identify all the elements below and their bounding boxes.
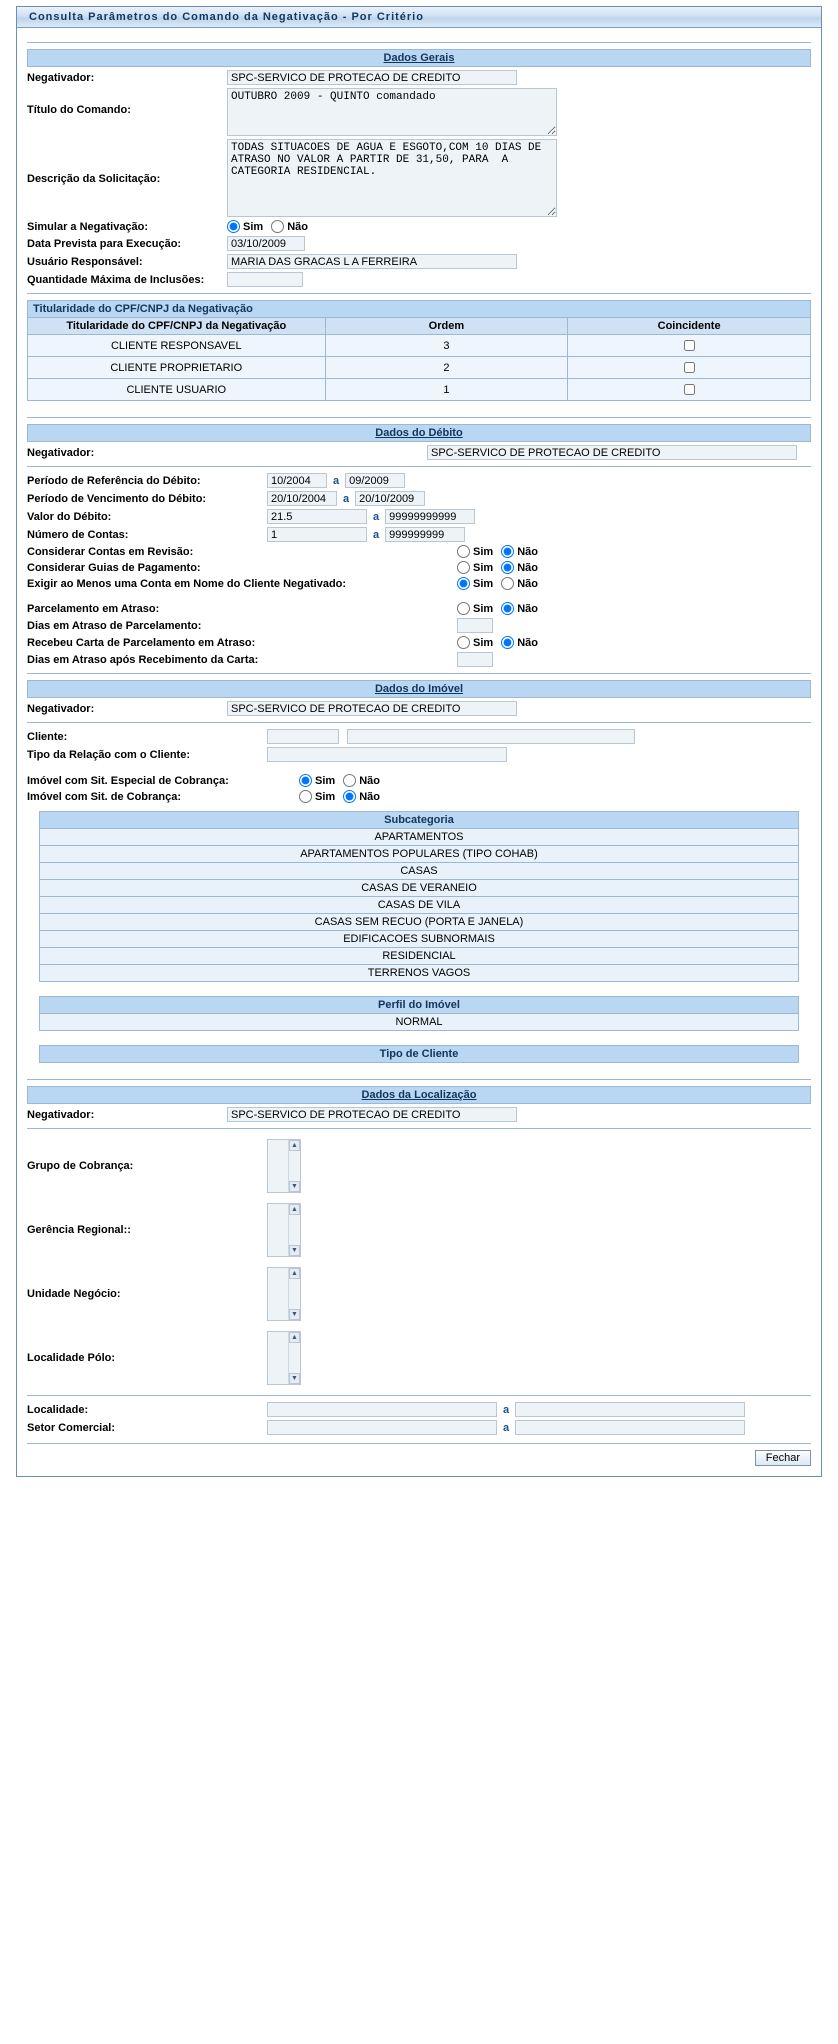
- scroll-up-icon[interactable]: ▲: [289, 1140, 300, 1151]
- label-contas-revisao-nao: Não: [517, 545, 538, 558]
- divider-localizacao-1: [27, 1128, 811, 1129]
- row-negativador-debito: [27, 445, 811, 460]
- list-item[interactable]: CASAS DE VERANEIO: [39, 880, 799, 897]
- input-periodo-vencimento-de[interactable]: [267, 491, 337, 506]
- label-exigir-nao: Não: [517, 577, 538, 590]
- input-negativador-localizacao[interactable]: [227, 1107, 517, 1122]
- label-quantidade-maxima: Quantidade Máxima de Inclusões:: [27, 273, 205, 286]
- list-subcategoria-title: Subcategoria: [39, 811, 799, 829]
- divider-before-imovel: [27, 673, 811, 674]
- cell-titularidade: CLIENTE PROPRIETARIO: [28, 357, 326, 379]
- radio-simular-sim[interactable]: [227, 220, 240, 233]
- input-tipo-relacao[interactable]: [267, 747, 507, 762]
- label-a-numero-contas: a: [373, 528, 380, 541]
- list-item[interactable]: NORMAL: [39, 1014, 799, 1031]
- label-negativador-imovel: Negativador:: [27, 702, 95, 715]
- radio-carta-sim-wrap[interactable]: [457, 636, 493, 649]
- label-dias-apos-carta: Dias em Atraso após Recebimento da Carta:: [27, 653, 259, 666]
- row-descricao-solicitacao: [27, 139, 811, 217]
- radio-exigir-sim-wrap[interactable]: [457, 577, 493, 590]
- input-dias-apos-carta[interactable]: [457, 652, 493, 667]
- section-dados-debito-title: Dados do Débito: [375, 427, 463, 439]
- label-carta-sim: Sim: [473, 636, 494, 649]
- input-periodo-referencia-ate[interactable]: [345, 473, 405, 488]
- divider-localizacao-2: [27, 1395, 811, 1396]
- label-descricao-solicitacao: Descrição da Solicitação:: [27, 173, 161, 185]
- listbox-localidade-polo[interactable]: [267, 1331, 301, 1385]
- label-usuario-responsavel: Usuário Responsável:: [27, 255, 143, 268]
- list-item[interactable]: APARTAMENTOS: [39, 829, 799, 846]
- label-periodo-referencia: Período de Referência do Débito:: [27, 474, 201, 487]
- row-numero-contas: [27, 527, 811, 542]
- input-numero-contas-ate[interactable]: [385, 527, 465, 542]
- label-parcelamento-sim: Sim: [473, 602, 494, 615]
- label-guias-nao: Não: [517, 561, 538, 574]
- section-dados-imovel-title: Dados do Imóvel: [374, 683, 464, 695]
- input-negativador-imovel[interactable]: [227, 701, 517, 716]
- label-setor-comercial: Setor Comercial:: [27, 1421, 116, 1434]
- radio-carta-nao-wrap[interactable]: [501, 636, 538, 649]
- row-carta-parcelamento: [27, 636, 811, 649]
- radio-guias-nao-wrap[interactable]: [501, 561, 538, 574]
- divider-debito-1: [27, 466, 811, 467]
- row-cliente: [27, 729, 811, 744]
- label-sit-cobranca: Imóvel com Sit. de Cobrança:: [27, 790, 182, 803]
- row-data-prevista: [27, 236, 811, 251]
- label-localidade: Localidade:: [27, 1403, 89, 1416]
- gap-1: [27, 401, 811, 411]
- input-periodo-referencia-de[interactable]: [267, 473, 327, 488]
- row-localidade-polo: [27, 1331, 811, 1385]
- label-sit-especial-nao: Não: [359, 774, 380, 787]
- radio-sit-cobranca-sim-wrap[interactable]: [299, 790, 335, 803]
- section-dados-imovel-header: [27, 680, 811, 698]
- section-dados-localizacao-title: Dados da Localização: [361, 1089, 477, 1101]
- cell-ordem: 2: [325, 357, 568, 379]
- label-localidade-polo: Localidade Pólo:: [27, 1352, 116, 1364]
- radio-contas-revisao-nao[interactable]: [501, 545, 514, 558]
- window-title: Consulta Parâmetros do Comando da Negativação - Por Critério: [17, 7, 821, 28]
- gap-3: [27, 765, 811, 771]
- row-quantidade-maxima: [27, 272, 811, 287]
- list-item[interactable]: TERRENOS VAGOS: [39, 965, 799, 982]
- input-quantidade-maxima[interactable]: [227, 272, 303, 287]
- label-grupo-cobranca: Grupo de Cobrança:: [27, 1160, 134, 1172]
- section-dados-gerais-header: [27, 49, 811, 67]
- label-exigir-conta: Exigir ao Menos uma Conta em Nome do Cliente Negativado:: [27, 577, 347, 590]
- row-dias-apos-carta: [27, 652, 811, 667]
- radio-sit-cobranca-nao-wrap[interactable]: [343, 790, 380, 803]
- radio-guias-sim-wrap[interactable]: [457, 561, 493, 574]
- label-negativador-debito: Negativador:: [27, 446, 95, 459]
- cell-titularidade: CLIENTE RESPONSAVEL: [28, 335, 326, 357]
- radio-sit-especial-sim-wrap[interactable]: [299, 774, 335, 787]
- label-numero-contas: Número de Contas:: [27, 528, 129, 541]
- radio-guias-nao[interactable]: [501, 561, 514, 574]
- label-a-setor-comercial: a: [503, 1421, 510, 1434]
- checkbox-coincidente[interactable]: [684, 340, 695, 351]
- row-negativador-imovel: [27, 701, 811, 716]
- radio-guias-sim[interactable]: [457, 561, 470, 574]
- row-exigir-conta: [27, 577, 811, 590]
- radio-sit-especial-sim[interactable]: [299, 774, 312, 787]
- label-gerencia-regional: Gerência Regional::: [27, 1224, 131, 1236]
- section-dados-gerais-title: Dados Gerais: [383, 52, 455, 64]
- label-parcelamento-nao: Não: [517, 602, 538, 615]
- label-simular-sim: Sim: [243, 220, 264, 233]
- list-item[interactable]: RESIDENCIAL: [39, 948, 799, 965]
- input-localidade-ate[interactable]: [515, 1402, 745, 1417]
- label-sit-cobranca-sim: Sim: [315, 790, 336, 803]
- radio-contas-revisao-nao-wrap[interactable]: [501, 545, 538, 558]
- checkbox-coincidente[interactable]: [684, 384, 695, 395]
- divider-after-gerais: [27, 293, 811, 294]
- list-subcategoria: [39, 811, 799, 982]
- page-container: [8, 0, 830, 1485]
- scroll-down-icon[interactable]: ▼: [289, 1309, 300, 1320]
- row-periodo-vencimento: [27, 491, 811, 506]
- radio-simular-nao-wrap[interactable]: [271, 220, 308, 233]
- row-setor-comercial: [27, 1420, 811, 1435]
- label-a-periodo-vencimento: a: [343, 492, 350, 505]
- cell-coincidente: [568, 335, 811, 357]
- divider-imovel-1: [27, 722, 811, 723]
- label-tipo-relacao: Tipo da Relação com o Cliente:: [27, 748, 190, 761]
- listbox-grupo-cobranca[interactable]: [267, 1139, 301, 1193]
- label-titulo-comando: Título do Comando:: [27, 104, 131, 116]
- scroll-down-icon[interactable]: ▼: [289, 1373, 300, 1384]
- label-simular-nao: Não: [287, 220, 308, 233]
- radio-sit-cobranca-sim[interactable]: [299, 790, 312, 803]
- cell-coincidente: [568, 379, 811, 401]
- label-valor-debito: Valor do Débito:: [27, 510, 112, 523]
- list-tipo-cliente-title: Tipo de Cliente: [39, 1045, 799, 1063]
- section-dados-localizacao-header: [27, 1086, 811, 1104]
- input-localidade-de[interactable]: [267, 1402, 497, 1417]
- label-a-localidade: a: [503, 1403, 510, 1416]
- row-negativador-geral: [27, 70, 811, 85]
- scroll-up-icon[interactable]: ▲: [289, 1268, 300, 1279]
- input-numero-contas-de[interactable]: [267, 527, 367, 542]
- section-dados-debito-header: [27, 424, 811, 442]
- row-usuario-responsavel: [27, 254, 811, 269]
- label-carta-parcelamento: Recebeu Carta de Parcelamento em Atraso:: [27, 636, 256, 649]
- label-periodo-vencimento: Período de Vencimento do Débito:: [27, 492, 207, 505]
- row-titulo-comando: [27, 88, 811, 136]
- row-sit-cobranca: [27, 790, 811, 803]
- row-contas-revisao: [27, 545, 811, 558]
- footer-bar: [27, 1443, 811, 1466]
- cell-coincidente: [568, 357, 811, 379]
- gap-4: [27, 1063, 811, 1073]
- list-item[interactable]: APARTAMENTOS POPULARES (TIPO COHAB): [39, 846, 799, 863]
- textarea-titulo-comando[interactable]: [227, 88, 557, 136]
- radio-exigir-sim[interactable]: [457, 577, 470, 590]
- input-data-prevista[interactable]: [227, 236, 305, 251]
- list-tipo-cliente: [39, 1045, 799, 1063]
- panel-title-titularidade: Titularidade do CPF/CNPJ da Negativação: [27, 300, 811, 317]
- label-contas-revisao-sim: Sim: [473, 545, 494, 558]
- row-unidade-negocio: [27, 1267, 811, 1321]
- label-sit-especial: Imóvel com Sit. Especial de Cobrança:: [27, 774, 229, 787]
- table-row: [28, 357, 811, 379]
- label-guias-sim: Sim: [473, 561, 494, 574]
- close-button[interactable]: Fechar: [755, 1450, 811, 1466]
- radio-carta-nao[interactable]: [501, 636, 514, 649]
- input-usuario-responsavel[interactable]: [227, 254, 517, 269]
- row-dias-atraso-parcelamento: [27, 618, 811, 633]
- label-data-prevista: Data Prevista para Execução:: [27, 237, 182, 250]
- row-simular-negativacao: [27, 220, 811, 233]
- radio-exigir-nao[interactable]: [501, 577, 514, 590]
- label-guias-pagamento: Considerar Guias de Pagamento:: [27, 561, 201, 574]
- form-body: [17, 28, 821, 1476]
- input-setor-comercial-de[interactable]: [267, 1420, 497, 1435]
- radio-parcelamento-nao-wrap[interactable]: [501, 602, 538, 615]
- scroll-up-icon[interactable]: ▲: [289, 1332, 300, 1343]
- radio-parcelamento-sim-wrap[interactable]: [457, 602, 493, 615]
- radio-parcelamento-sim[interactable]: [457, 602, 470, 615]
- label-contas-revisao: Considerar Contas em Revisão:: [27, 545, 194, 558]
- listbox-gerencia-regional[interactable]: [267, 1203, 301, 1257]
- radio-exigir-nao-wrap[interactable]: [501, 577, 538, 590]
- scroll-down-icon[interactable]: ▼: [289, 1181, 300, 1192]
- col-titularidade: Titularidade do CPF/CNPJ da Negativação: [28, 318, 326, 335]
- radio-simular-nao[interactable]: [271, 220, 284, 233]
- radio-sit-especial-nao[interactable]: [343, 774, 356, 787]
- radio-sit-cobranca-nao[interactable]: [343, 790, 356, 803]
- input-negativador-debito[interactable]: [427, 445, 797, 460]
- row-negativador-localizacao: [27, 1107, 811, 1122]
- listbox-unidade-negocio[interactable]: [267, 1267, 301, 1321]
- radio-simular-sim-wrap[interactable]: [227, 220, 263, 233]
- list-item[interactable]: EDIFICACOES SUBNORMAIS: [39, 931, 799, 948]
- label-dias-atraso-parcelamento: Dias em Atraso de Parcelamento:: [27, 619, 202, 632]
- row-tipo-relacao: [27, 747, 811, 762]
- list-item[interactable]: CASAS SEM RECUO (PORTA E JANELA): [39, 914, 799, 931]
- input-cliente-codigo[interactable]: [267, 729, 339, 744]
- input-setor-comercial-ate[interactable]: [515, 1420, 745, 1435]
- divider-before-localizacao: [27, 1079, 811, 1080]
- row-localidade: [27, 1402, 811, 1417]
- col-coincidente: Coincidente: [568, 318, 811, 335]
- table-row: [28, 335, 811, 357]
- row-parcelamento-atraso: [27, 602, 811, 615]
- scroll-up-icon[interactable]: ▲: [289, 1204, 300, 1215]
- list-item[interactable]: CASAS: [39, 863, 799, 880]
- row-guias-pagamento: [27, 561, 811, 574]
- divider-top: [27, 42, 811, 43]
- divider-before-debito: [27, 417, 811, 418]
- radio-sit-especial-nao-wrap[interactable]: [343, 774, 380, 787]
- input-cliente-nome[interactable]: [347, 729, 635, 744]
- input-periodo-vencimento-ate[interactable]: [355, 491, 425, 506]
- label-negativador-geral: Negativador:: [27, 71, 95, 84]
- checkbox-coincidente[interactable]: [684, 362, 695, 373]
- label-a-valor-debito: a: [373, 510, 380, 523]
- col-ordem: Ordem: [325, 318, 568, 335]
- label-unidade-negocio: Unidade Negócio:: [27, 1288, 121, 1300]
- row-periodo-referencia: [27, 473, 811, 488]
- textarea-descricao-solicitacao[interactable]: [227, 139, 557, 217]
- table-row: [28, 379, 811, 401]
- row-grupo-cobranca: [27, 1139, 811, 1193]
- scroll-down-icon[interactable]: ▼: [289, 1245, 300, 1256]
- label-negativador-localizacao: Negativador:: [27, 1108, 95, 1121]
- row-gerencia-regional: [27, 1203, 811, 1257]
- label-exigir-sim: Sim: [473, 577, 494, 590]
- label-parcelamento-atraso: Parcelamento em Atraso:: [27, 602, 160, 615]
- gap-2: [27, 593, 811, 599]
- cell-ordem: 1: [325, 379, 568, 401]
- row-sit-especial: [27, 774, 811, 787]
- input-negativador-geral[interactable]: [227, 70, 517, 85]
- radio-contas-revisao-sim[interactable]: [457, 545, 470, 558]
- label-sit-especial-sim: Sim: [315, 774, 336, 787]
- list-perfil-imovel: [39, 996, 799, 1031]
- list-perfil-title: Perfil do Imóvel: [39, 996, 799, 1014]
- label-a-periodo-referencia: a: [333, 474, 340, 487]
- cell-ordem: 3: [325, 335, 568, 357]
- radio-parcelamento-nao[interactable]: [501, 602, 514, 615]
- radio-contas-revisao-sim-wrap[interactable]: [457, 545, 493, 558]
- cell-titularidade: CLIENTE USUARIO: [28, 379, 326, 401]
- window-frame: [16, 6, 822, 1477]
- row-valor-debito: [27, 509, 811, 524]
- label-carta-nao: Não: [517, 636, 538, 649]
- table-header-row: [28, 318, 811, 335]
- label-sit-cobranca-nao: Não: [359, 790, 380, 803]
- radio-carta-sim[interactable]: [457, 636, 470, 649]
- label-simular-negativacao: Simular a Negativação:: [27, 220, 149, 233]
- input-valor-debito-ate[interactable]: [385, 509, 475, 524]
- list-item[interactable]: CASAS DE VILA: [39, 897, 799, 914]
- label-cliente: Cliente:: [27, 730, 68, 743]
- table-titularidade: [27, 317, 811, 401]
- input-dias-atraso-parcelamento[interactable]: [457, 618, 493, 633]
- input-valor-debito-de[interactable]: [267, 509, 367, 524]
